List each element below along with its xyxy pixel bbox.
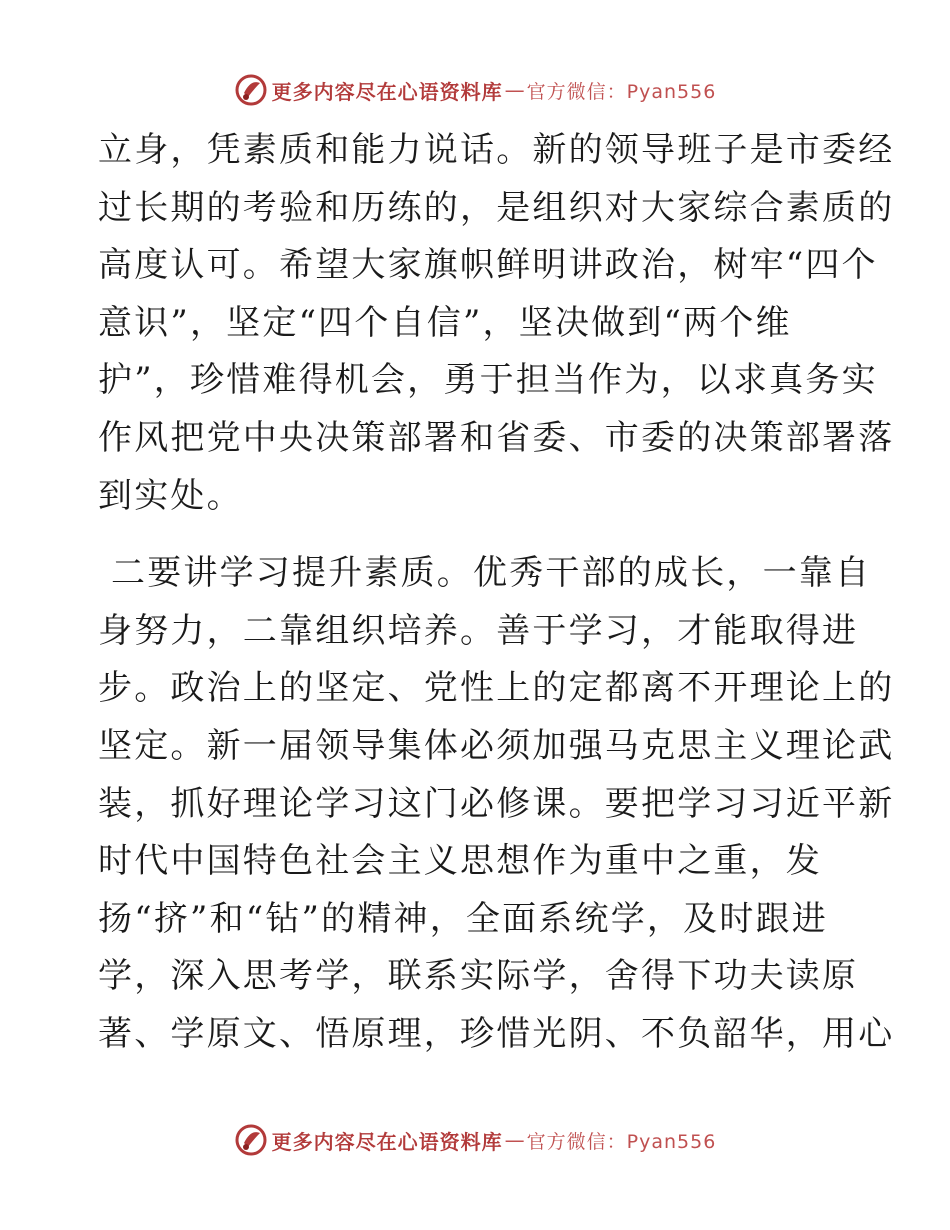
footer-banner [0,1120,950,1160]
text-line: 著、学原文、悟原理，珍惜光阴、不负韶华，用心 [98,1013,895,1054]
text-line: 护”，珍惜难得机会，勇于担当作为，以求真务实 [98,360,878,401]
text-line: 步。政治上的坚定、党性上的定都离不开理论上的 [98,668,895,709]
text-line: 意识”，坚定“四个自信”，坚决做到“两个维 [98,302,792,343]
footer-brand-text: 更多内容尽在心语资料库 [271,1129,503,1154]
paragraph-1 [98,122,895,525]
text-line: 学，深入思考学，联系实际学，舍得下功夫读原 [98,956,859,997]
text-line: 立身，凭素质和能力说话。新的领导班子是市委经 [98,130,895,170]
brand-logo-icon [234,73,268,107]
text-line: 高度认可。希望大家旗帜鲜明讲政治，树牢“四个 [98,245,878,286]
header-dash: — [504,78,525,102]
text-line: 二要讲学习提升素质。优秀干部的成长，一靠自 [98,553,872,594]
text-line: 到实处。 [98,475,243,516]
brand-logo-icon [234,1123,268,1157]
header-wechat-text: 官方微信：Pyan556 [526,80,717,103]
paragraph-gap [98,525,858,545]
text-line: 身努力，二靠组织培养。善于学习，才能取得进 [98,610,859,651]
text-line: 扬“挤”和“钻”的精神，全面系统学，及时跟进 [98,898,828,939]
text-line: 坚定。新一届领导集体必须加强马克思主义理论武 [98,725,895,766]
document-body [98,122,895,1064]
text-line: 装，抓好理论学习这门必修课。要把学习习近平新 [98,783,895,824]
footer-wechat-text: 官方微信：Pyan556 [526,1130,717,1153]
header-brand-text: 更多内容尽在心语资料库 [271,79,503,104]
footer-dash: — [504,1128,525,1152]
text-line: 作风把党中央决策部署和省委、市委的决策部署落 [98,417,895,458]
text-line: 过长期的考验和历练的，是组织对大家综合素质的 [98,187,895,228]
paragraph-2 [98,545,895,1063]
text-line: 时代中国特色社会主义思想作为重中之重，发 [98,841,822,882]
header-banner [0,70,950,110]
